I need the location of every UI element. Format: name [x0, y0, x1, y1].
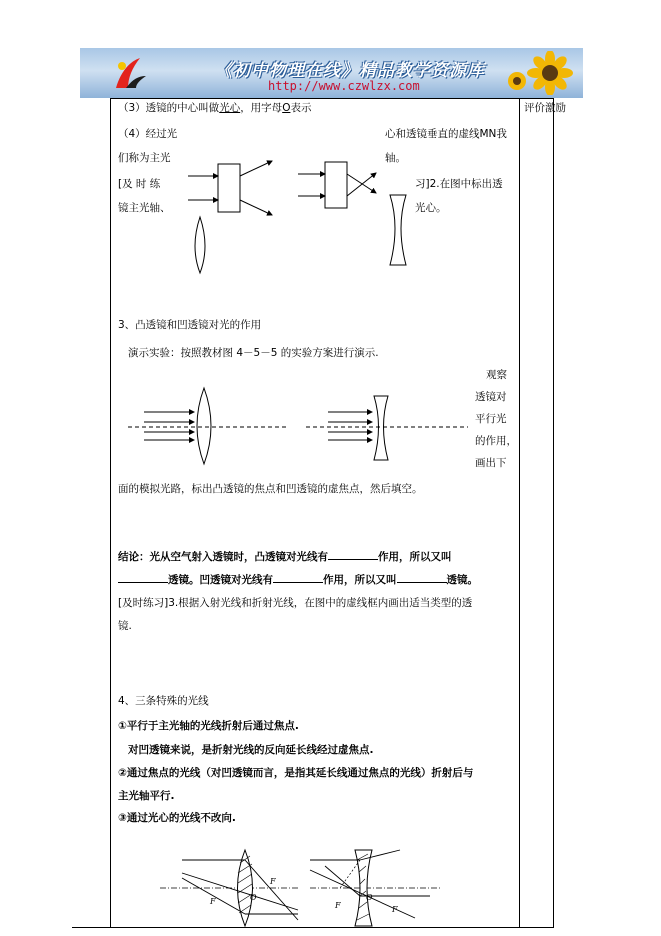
site-logo-icon	[110, 54, 150, 92]
center-label-2: O	[366, 893, 373, 902]
banner-title: 《初中物理在线》精品教学资源库	[215, 61, 485, 81]
s4-line-d: 轴。	[385, 152, 406, 164]
table-column-divider	[519, 98, 520, 928]
banner-url[interactable]: http://www.czwlzx.com	[268, 79, 420, 93]
s3-letter: O	[282, 102, 291, 114]
sunflower-icon	[505, 51, 575, 95]
optical-center-sentence	[118, 101, 311, 115]
rule-1: ①平行于主光轴的光线折射后通过焦点.	[118, 720, 299, 732]
s3-post: 表示	[290, 102, 312, 114]
parallel-rays-diagram	[128, 384, 468, 466]
table-right-border	[553, 98, 554, 928]
focus-label-4: F	[392, 905, 398, 914]
practice3-line-2: 镜.	[118, 620, 132, 632]
s3-word: 光心	[219, 102, 241, 114]
conclusion-line-2	[118, 571, 478, 587]
demo-instruction: 演示实验：按照教材图 4－5－5 的实验方案进行演示.	[128, 347, 379, 359]
section4-heading: 4、三条特殊的光线	[118, 695, 209, 707]
header-banner	[80, 48, 583, 98]
center-label-1: O	[250, 893, 257, 902]
blank-1[interactable]	[328, 548, 378, 560]
s4-line-a: （4）经过光	[118, 128, 178, 140]
observe-continuation: 面的模拟光路，标出凸透镜的焦点和凹透镜的虚焦点，然后填空。	[118, 483, 423, 495]
focus-label-3: F	[335, 901, 341, 910]
blank-2[interactable]	[118, 571, 168, 583]
focus-label-1: F	[270, 877, 276, 886]
s4-line-c: 们称为主光	[118, 152, 171, 164]
blank-3[interactable]	[273, 571, 323, 583]
special-rays-diagram	[160, 848, 440, 928]
rule-1b: 对凹透镜来说，是折射光线的反向延长线经过虚焦点.	[128, 744, 374, 756]
s4-line-e: [及 时 练	[118, 178, 161, 190]
rule-2a: ②通过焦点的光线（对凹透镜而言，是指其延长线通过焦点的光线）折射后与	[118, 767, 474, 779]
s4-line-g: 镜主光轴、	[118, 202, 171, 214]
observe-text-4: 的作用，	[475, 435, 517, 447]
s3-pre: （3）透镜的中心叫做	[118, 102, 220, 114]
observe-text-3: 平行光	[475, 413, 507, 425]
rule-3: ③通过光心的光线不改向.	[118, 812, 236, 824]
practice3-line-1: [及时练习]3.根据入射光线和折射光线，在图中的虚线框内画出适当类型的透	[118, 597, 473, 609]
table-left-border	[110, 98, 111, 928]
lens-box-diagram	[180, 155, 415, 275]
s4-line-h: 光心。	[415, 202, 447, 214]
evaluation-column-header: 评价激励	[524, 102, 566, 114]
rule-2b: 主光轴平行.	[118, 790, 175, 802]
conclusion-p5: 透镜。	[446, 574, 478, 586]
s3-mid: ，用字母	[240, 102, 283, 114]
observe-text-2: 透镜对	[475, 391, 507, 403]
conclusion-p1: 结论：光从空气射入透镜时，凸透镜对光线有	[118, 551, 328, 563]
blank-4[interactable]	[397, 571, 447, 583]
observe-text-5: 画出下	[475, 457, 507, 469]
conclusion-p4: 作用，所以又叫	[323, 574, 397, 586]
conclusion-line-1	[118, 548, 452, 564]
observe-text-1: 观察	[486, 369, 507, 381]
section3-heading: 3、凸透镜和凹透镜对光的作用	[118, 319, 262, 331]
focus-label-2: F	[210, 897, 216, 906]
conclusion-p2: 作用，所以又叫	[378, 551, 452, 563]
s4-line-f: 习]2.在图中标出透	[415, 178, 503, 190]
conclusion-p3: 透镜。凹透镜对光线有	[168, 574, 273, 586]
table-top-border	[110, 98, 553, 99]
s4-line-b: 心和透镜垂直的虚线MN我	[385, 128, 507, 140]
